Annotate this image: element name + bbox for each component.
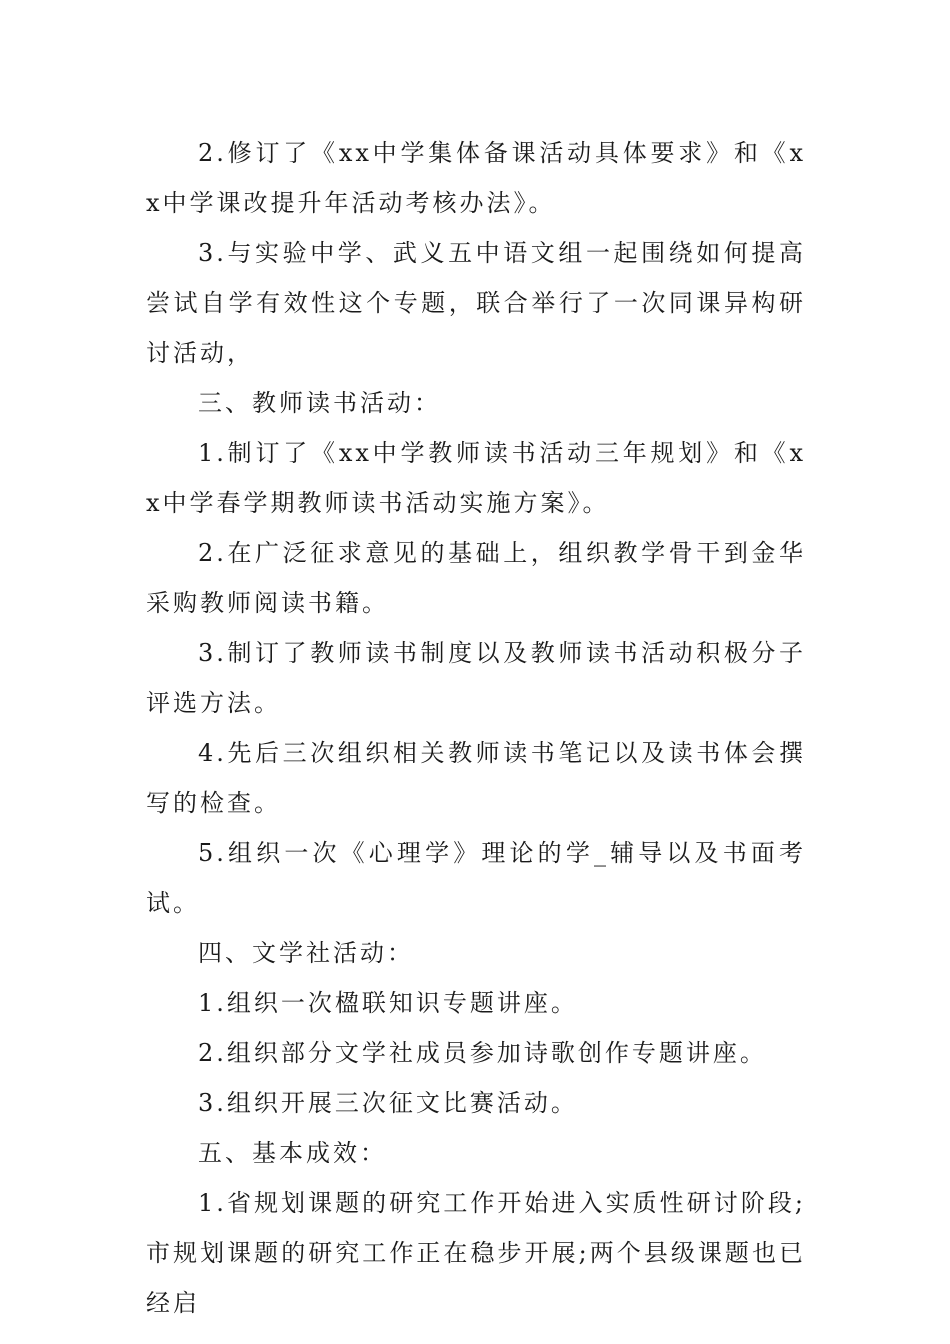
section-heading-literature-club: 四、文学社活动： xyxy=(198,939,414,967)
paragraph-item-1-research-progress: 1.省规划课题的研究工作开始进入实质性研讨阶段;市规划课题的研究工作正在稳步开展;两个县级课题也已经启 xyxy=(146,1189,806,1317)
paragraph-item-5-psychology: 5.组织一次《心理学》理论的学_辅导以及书面考试。 xyxy=(146,839,806,917)
section-heading-teacher-reading: 三、教师读书活动： xyxy=(198,389,441,417)
document-body xyxy=(146,128,806,1328)
paragraph-item-2-book-purchase: 2.在广泛征求意见的基础上，组织教学骨干到金华采购教师阅读书籍。 xyxy=(146,539,806,617)
section-heading-results: 五、基本成效： xyxy=(198,1139,387,1167)
paragraph-item-1-reading-plan: 1.制订了《xx中学教师读书活动三年规划》和《xx中学春学期教师读书活动实施方案》。 xyxy=(146,439,806,517)
paragraph-item-2-poetry-lecture: 2.组织部分文学社成员参加诗歌创作专题讲座。 xyxy=(198,1039,767,1067)
paragraph-item-1-couplet-lecture: 1.组织一次楹联知识专题讲座。 xyxy=(198,989,578,1017)
paragraph-item-4-notes-check: 4.先后三次组织相关教师读书笔记以及读书体会撰写的检查。 xyxy=(146,739,806,817)
paragraph-item-3-essay-contest: 3.组织开展三次征文比赛活动。 xyxy=(198,1089,578,1117)
paragraph-item-2-revision: 2.修订了《xx中学集体备课活动具体要求》和《xx中学课改提升年活动考核办法》。 xyxy=(146,139,806,217)
paragraph-item-3-joint-activity: 3.与实验中学、武义五中语文组一起围绕如何提高尝试自学有效性这个专题，联合举行了一次同课异构研讨活动， xyxy=(146,239,806,367)
paragraph-item-3-reading-system: 3.制订了教师读书制度以及教师读书活动积极分子评选方法。 xyxy=(146,639,806,717)
